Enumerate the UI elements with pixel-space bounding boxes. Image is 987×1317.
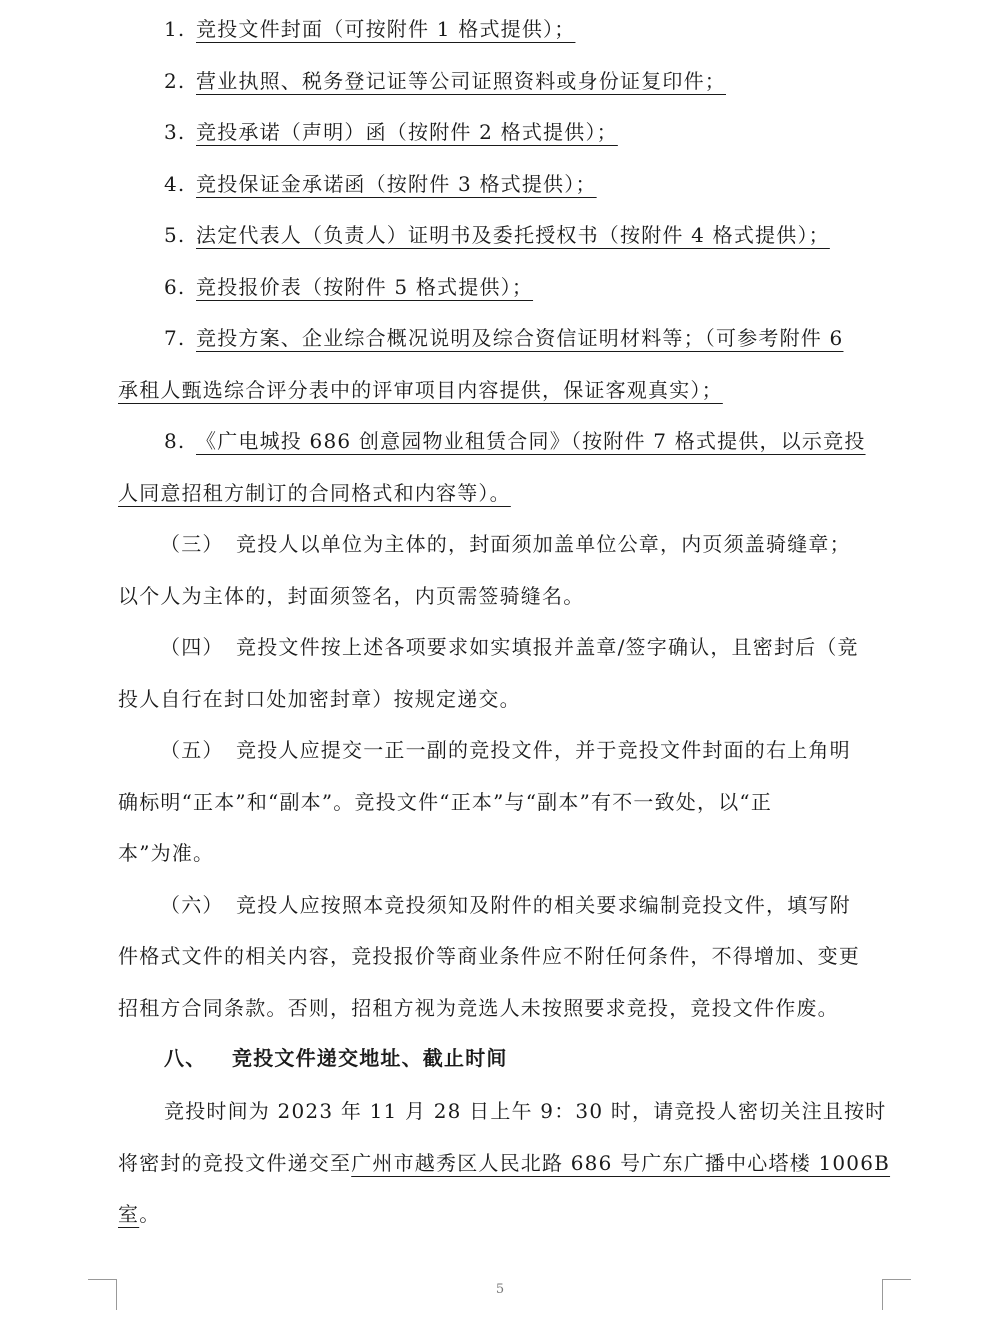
para-text: 本”为准。 xyxy=(118,841,215,865)
item-text: 人同意招租方制订的合同格式和内容等）。 xyxy=(118,481,511,505)
section-heading xyxy=(0,1043,987,1073)
para-5-line-3 xyxy=(0,838,987,868)
para-text: 件格式文件的相关内容，竞投报价等商业条件应不附任何条件，不得增加、变更 xyxy=(118,944,860,968)
list-item-3 xyxy=(0,117,987,147)
para-4-line-1 xyxy=(0,632,987,662)
para-text: 确标明“正本”和“副本”。竞投文件“正本”与“副本”有不一致处，以“正 xyxy=(118,790,773,814)
para-text: 以个人为主体的，封面须签名，内页需签骑缝名。 xyxy=(118,584,585,608)
para-6-line-1 xyxy=(0,890,987,920)
item-text: 竞投保证金承诺函（按附件 3 格式提供）； xyxy=(196,172,597,196)
item-number: 8. xyxy=(164,429,186,453)
page-number: 5 xyxy=(495,1282,505,1297)
list-item-4 xyxy=(0,169,987,199)
item-text: 法定代表人（负责人）证明书及委托授权书（按附件 4 格式提供）； xyxy=(196,223,830,247)
para-text: 竞投文件按上述各项要求如实填报并盖章/签字确认，且密封后（竞 xyxy=(236,635,859,659)
list-item-8-line-1 xyxy=(0,426,987,456)
para-5-line-1 xyxy=(0,735,987,765)
submit-address: 广州市越秀区人民北路 686 号广东广播中心塔楼 1006B xyxy=(351,1151,891,1175)
item-text: 竞投报价表（按附件 5 格式提供）； xyxy=(196,275,534,299)
item-text: 竞投方案、企业综合概况说明及综合资信证明材料等；（可参考附件 6 xyxy=(196,326,844,350)
list-item-7-line-2 xyxy=(0,375,987,405)
item-text: 竞投文件封面（可按附件 1 格式提供）； xyxy=(196,17,576,41)
para-text: 投人自行在封口处加密封章）按规定递交。 xyxy=(118,687,521,711)
item-number: 7. xyxy=(164,326,186,350)
para-label: （三） xyxy=(160,532,224,556)
submit-text: 将密封的竞投文件递交至 xyxy=(118,1151,352,1175)
submit-address: 室 xyxy=(118,1202,140,1226)
submit-text: 。 xyxy=(139,1202,161,1226)
list-item-8-line-2 xyxy=(0,478,987,508)
para-4-line-2 xyxy=(0,684,987,714)
para-text: 招租方合同条款。否则，招租方视为竞选人未按照要求竞投，竞投文件作废。 xyxy=(118,996,839,1020)
section-title: 竞投文件递交地址、截止时间 xyxy=(232,1046,508,1070)
para-5-line-2 xyxy=(0,787,987,817)
para-label: （四） xyxy=(160,635,224,659)
item-number: 5. xyxy=(164,223,186,247)
para-text: 竞投人应按照本竞投须知及附件的相关要求编制竞投文件，填写附 xyxy=(236,893,851,917)
item-text: 营业执照、税务登记证等公司证照资料或身份证复印件； xyxy=(196,69,726,93)
list-item-2 xyxy=(0,66,987,96)
para-text: 竞投人以单位为主体的，封面须加盖单位公章，内页须盖骑缝章； xyxy=(236,532,851,556)
item-number: 2. xyxy=(164,69,186,93)
list-item-5 xyxy=(0,220,987,250)
submit-line-2 xyxy=(0,1148,987,1178)
item-number: 4. xyxy=(164,172,186,196)
submit-text: 竞投时间为 2023 年 11 月 28 日上午 9：30 时，请竞投人密切关注且按时 xyxy=(164,1099,887,1123)
submit-line-1 xyxy=(0,1096,987,1126)
para-6-line-2 xyxy=(0,941,987,971)
item-text: 《广电城投 686 创意园物业租赁合同》（按附件 7 格式提供，以示竞投 xyxy=(196,429,866,453)
para-3-line-2 xyxy=(0,581,987,611)
list-item-7-line-1 xyxy=(0,323,987,353)
para-text: 竞投人应提交一正一副的竞投文件，并于竞投文件封面的右上角明 xyxy=(236,738,851,762)
list-item-1 xyxy=(0,14,987,44)
item-text: 承租人甄选综合评分表中的评审项目内容提供，保证客观真实）； xyxy=(118,378,723,402)
item-text: 竞投承诺（声明）函（按附件 2 格式提供）； xyxy=(196,120,618,144)
section-label: 八、 xyxy=(164,1046,207,1070)
para-label: （六） xyxy=(160,893,224,917)
para-label: （五） xyxy=(160,738,224,762)
list-item-6 xyxy=(0,272,987,302)
para-6-line-3 xyxy=(0,993,987,1023)
submit-line-3 xyxy=(0,1199,987,1229)
item-number: 6. xyxy=(164,275,186,299)
para-3-line-1 xyxy=(0,529,987,559)
item-number: 3. xyxy=(164,120,186,144)
item-number: 1. xyxy=(164,17,186,41)
